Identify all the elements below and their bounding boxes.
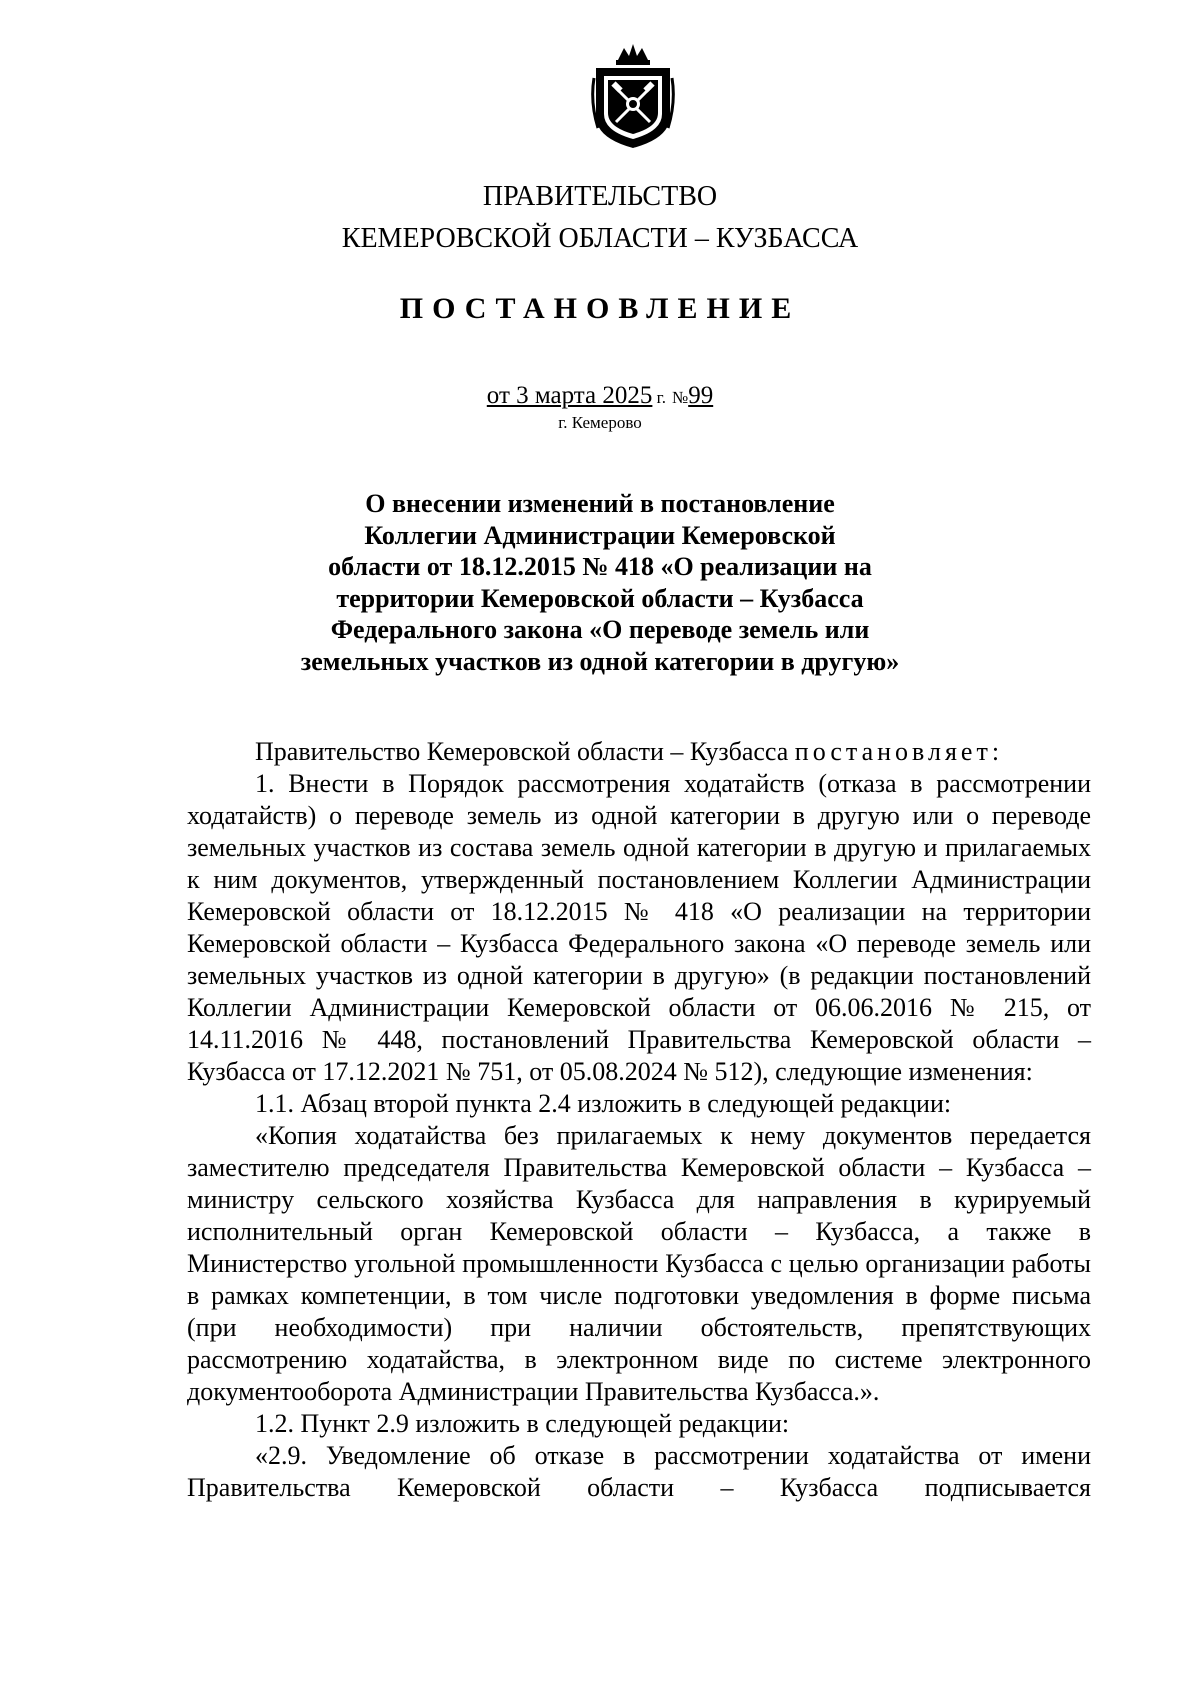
quote-2-paragraph: «2.9. Уведомление об отказе в рассмотрении ходатайства от имени Правительства Кемеровской области – Кузбасса подписывается (187, 1441, 1091, 1502)
subject-line: Коллегии Администрации Кемеровской (364, 520, 836, 550)
document-number: 99 (688, 382, 714, 409)
document-city: г. Кемерово (558, 413, 642, 432)
org-name-line1: ПРАВИТЕЛЬСТВО (482, 181, 718, 212)
org-name-line2: КЕМЕРОВСКОЙ ОБЛАСТИ – КУЗБАССА (341, 223, 859, 254)
intro-paragraph (187, 736, 1091, 768)
kuzbass-coat-of-arms-icon (588, 42, 678, 150)
item-1-1-paragraph: 1.1. Абзац второй пункта 2.4 изложить в следующей редакции: (255, 1089, 952, 1118)
subject-line: земельных участков из одной категории в другую» (300, 646, 900, 676)
item-1-2-paragraph: 1.2. Пункт 2.9 изложить в следующей редакции: (255, 1409, 790, 1438)
subject-line: О внесении изменений в постановление (365, 489, 835, 518)
date-number-line (0, 382, 1200, 412)
intro-text: Правительство Кемеровской области – Кузбасса (255, 737, 795, 766)
item-1-paragraph: 1. Внести в Порядок рассмотрения ходатайств (отказа в рассмотрении ходатайств) о переводе земель из одной категории в другую или о переводе земельных участков из состава земель одной категории в другую и прилагаемых к ним документов, утвержденный постановлением Коллегии Администрации Кемеровской области от 18.12.2015 № 418 «О реализации на территории Кемеровской области – Кузбасса Федерального закона «О переводе земель или земельных участков из одной категории в другую» (в редакции постановлений Коллегии Администрации Кемеровской области от 06.06.2016 № 215, от 14.11.2016 № 448, постановлений Правительства Кемеровской области – Кузбасса от 17.12.2021 № 751, от 05.08.2024 № 512), следующие изменения: (187, 769, 1091, 1086)
subject-line: территории Кемеровской области – Кузбасса (336, 583, 864, 613)
document-subject (0, 488, 1200, 678)
subject-line: области от 18.12.2015 № 418 «О реализации на (328, 552, 872, 582)
intro-colon: : (991, 737, 1000, 766)
year-suffix: г. (652, 388, 666, 407)
number-sign: № (671, 388, 689, 407)
document-type-title: ПОСТАНОВЛЕНИЕ (399, 292, 801, 325)
subject-line: Федерального закона «О переводе земель или (330, 615, 870, 645)
quote-1-paragraph: «Копия ходатайства без прилагаемых к нему документов передается заместителю председателя Правительства Кемеровской области – Кузбасса – министру сельского хозяйства Кузбасса для направления в курируемый исполнительный орган Кемеровской области – Кузбасса, а также в Министерство угольной промышленности Кузбасса с целью организации работы в рамках компетенции, в том числе подготовки уведомления в форме письма (при необходимости) при наличии обстоятельств, препятствующих рассмотрению ходатайства, в электронном виде по системе электронного документооборота Администрации Правительства Кузбасса.». (187, 1121, 1091, 1406)
intro-spaced-word: постановляет (794, 737, 992, 766)
document-date: от 3 марта 2025 (486, 382, 653, 409)
document-body (187, 736, 1091, 1504)
